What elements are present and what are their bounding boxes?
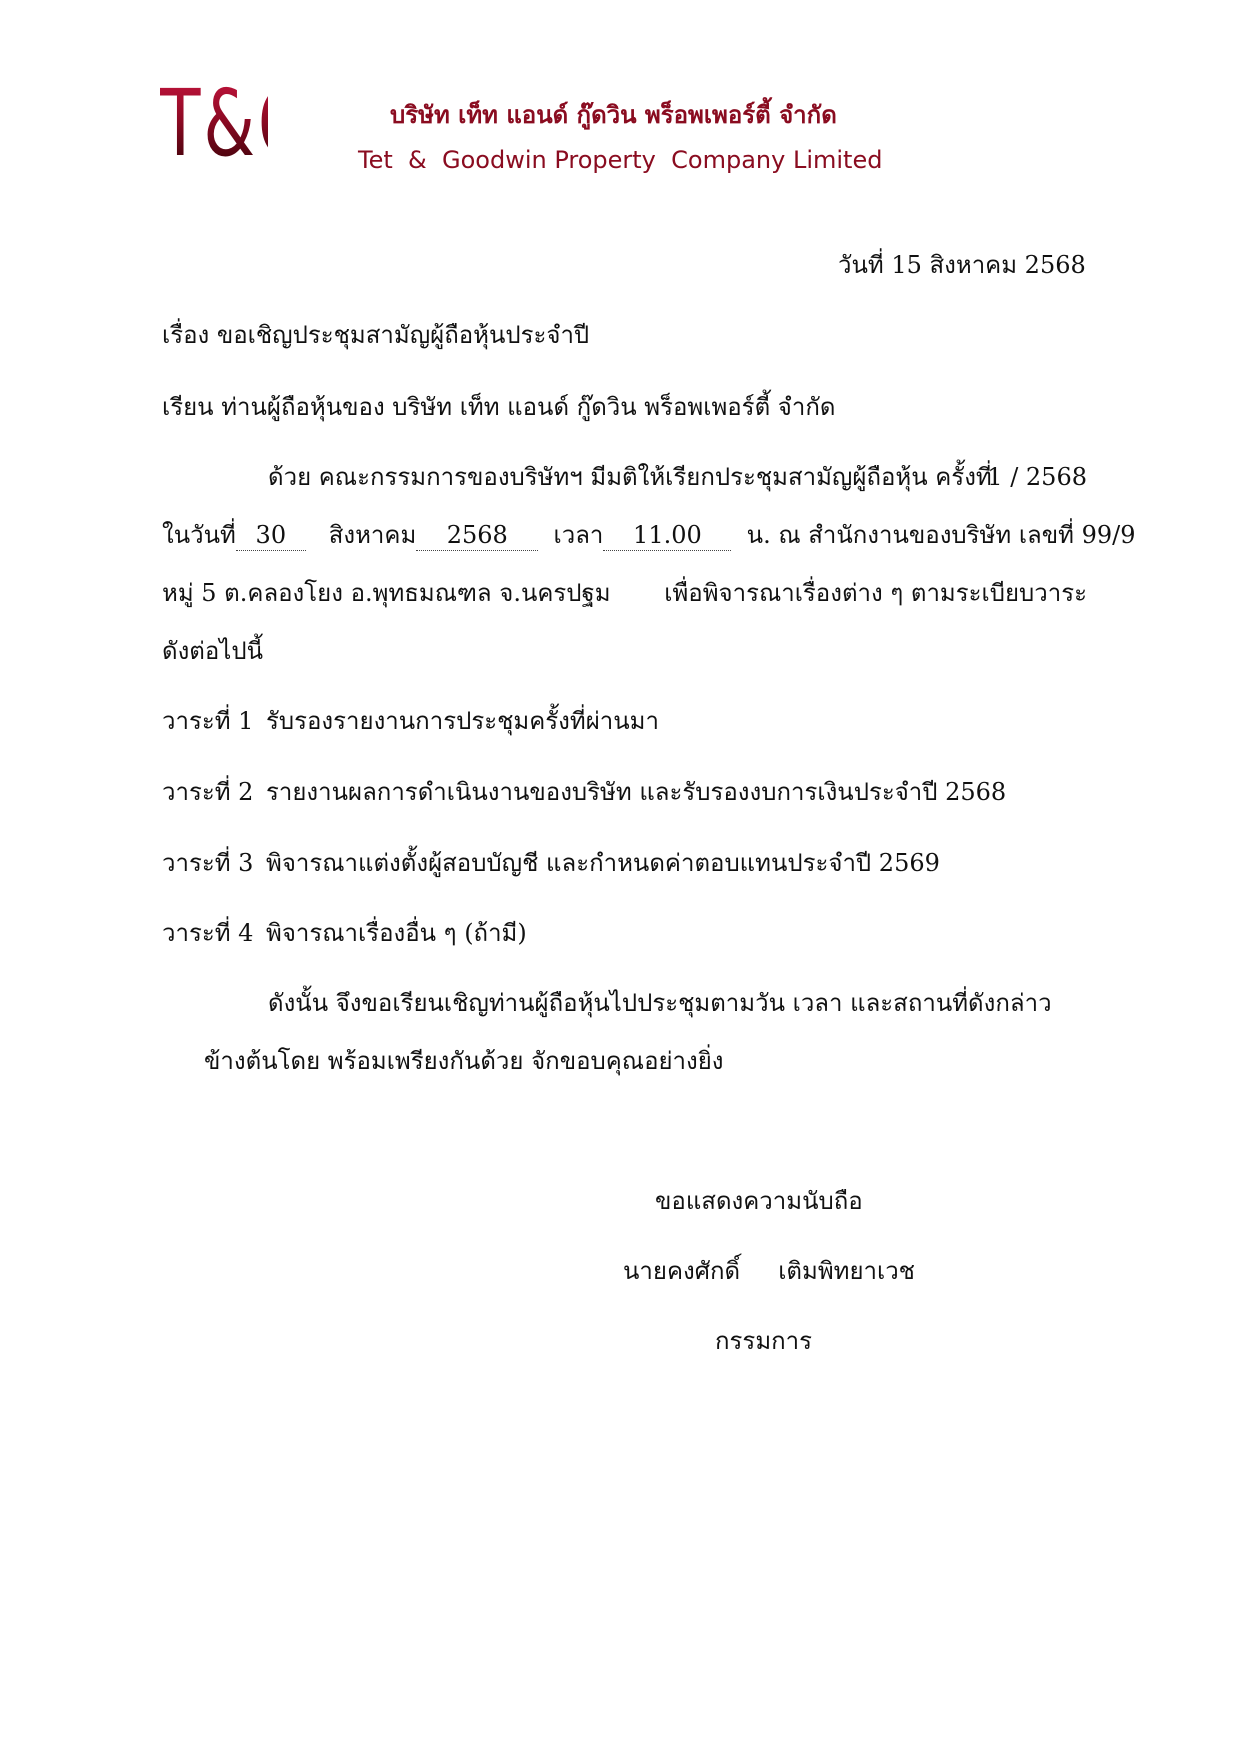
meeting-location: น. ณ สำนักงานของบริษัท เลขที่ 99/9 (746, 521, 1136, 549)
closing-paragraph-continued: ข้างต้นโดย พร้อมเพรียงกันด้วย จักขอบคุณอย่างยิ่ง (204, 1047, 724, 1075)
closing-paragraph: ดังนั้น จึงขอเรียนเชิญท่านผู้ถือหุ้นไปประชุมตามวัน เวลา และสถานที่ดังกล่าว (268, 989, 1052, 1017)
agenda-text: พิจารณาเรื่องอื่น ๆ (ถ้ามี) (266, 919, 527, 947)
agenda-text: รับรองรายงานการประชุมครั้งที่ผ่านมา (266, 707, 659, 735)
regards-text: ขอแสดงความนับถือ (655, 1187, 863, 1215)
agenda-item (162, 848, 940, 878)
meeting-number: 1 / 2568 (987, 463, 1087, 491)
signer-name: นายคงศักดิ์ เติมพิทยาเวช (623, 1257, 915, 1285)
meeting-year: 2568 (416, 520, 538, 551)
agenda-number: วาระที่ 2 (162, 778, 254, 806)
meeting-purpose: เพื่อพิจารณาเรื่องต่าง ๆ ตามระเบียบวาระ (664, 579, 1087, 607)
location-address: หมู่ 5 ต.คลองโยง อ.พุทธมณฑล จ.นครปฐม (162, 579, 611, 607)
letter-recipient: เรียน ท่านผู้ถือหุ้นของ บริษัท เท็ท แอนด์ กู๊ดวิน พร็อพเพอร์ตี้ จำกัด (162, 393, 836, 421)
letter-subject: เรื่อง ขอเชิญประชุมสามัญผู้ถือหุ้นประจำปี (162, 321, 590, 349)
letter-date: วันที่ 15 สิงหาคม 2568 (838, 251, 1086, 279)
agenda-text: พิจารณาแต่งตั้งผู้สอบบัญชี และกำหนดค่าตอบแทนประจำปี 2569 (266, 849, 940, 877)
company-name-thai: บริษัท เท็ท แอนด์ กู๊ดวิน พร็อพเพอร์ตี้ จำกัด (390, 100, 837, 129)
on-day-label: ในวันที่ (162, 521, 236, 549)
following-text: ดังต่อไปนี้ (162, 637, 264, 665)
meeting-day: 30 (236, 520, 306, 551)
meeting-datetime-line (162, 520, 1136, 551)
meeting-month: สิงหาคม (328, 521, 417, 549)
intro-text: ด้วย คณะกรรมการของบริษัทฯ มีมติให้เรียกประชุมสามัญผู้ถือหุ้น ครั้งที่ (268, 463, 992, 491)
company-name-english: Tet & Goodwin Property Company Limited (358, 146, 883, 174)
signer-position: กรรมการ (715, 1327, 813, 1355)
time-label: เวลา (553, 521, 604, 549)
meeting-time: 11.00 (603, 520, 731, 551)
agenda-number: วาระที่ 1 (162, 707, 254, 735)
agenda-item (162, 706, 659, 736)
agenda-item (162, 777, 1006, 807)
agenda-number: วาระที่ 3 (162, 849, 254, 877)
agenda-number: วาระที่ 4 (162, 919, 254, 947)
company-logo: T&G (160, 70, 313, 177)
agenda-text: รายงานผลการดำเนินงานของบริษัท และรับรองงบการเงินประจำปี 2568 (266, 778, 1007, 806)
agenda-item (162, 918, 527, 948)
